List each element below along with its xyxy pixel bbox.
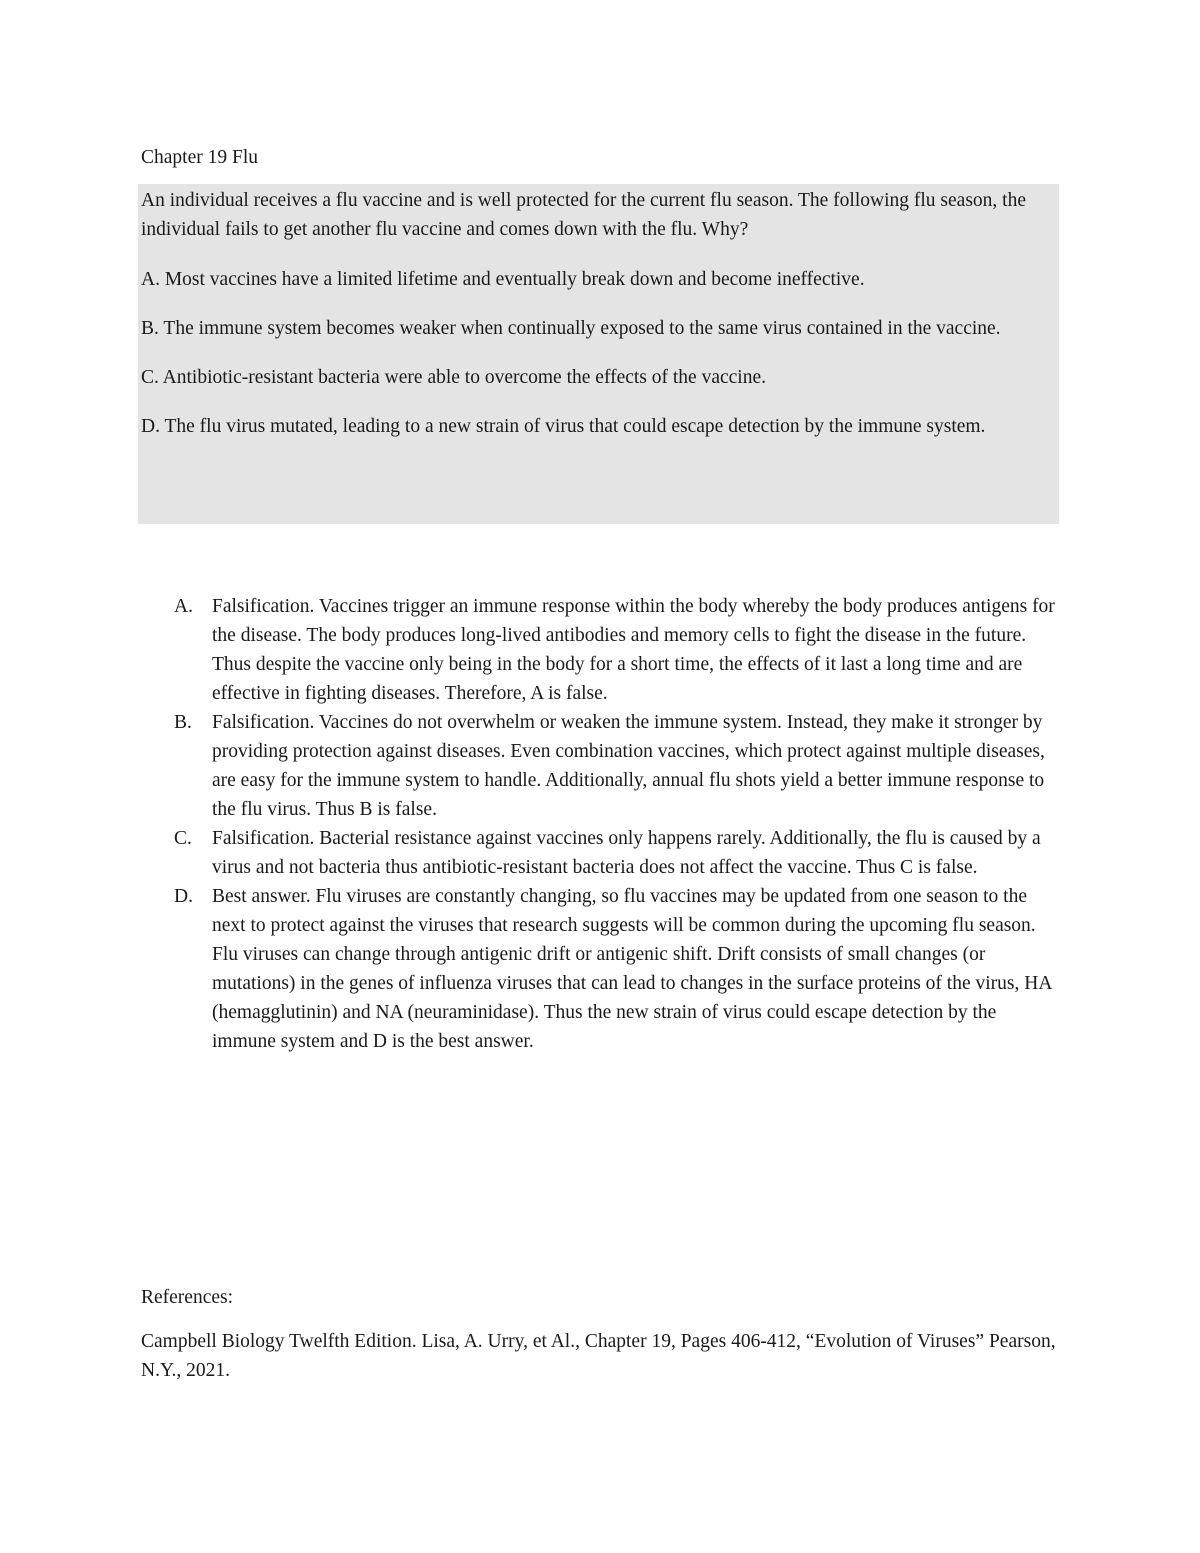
- answer-letter: B.: [174, 712, 192, 733]
- answer-item-d: [174, 882, 1064, 1056]
- question-stem: An individual receives a flu vaccine and is well protected for the current flu season. The following flu season, the individual fails to get another flu vaccine and comes down with the flu. Why?: [141, 190, 1026, 240]
- answer-letter: C.: [174, 828, 192, 849]
- reference-entry: Campbell Biology Twelfth Edition. Lisa, A. Urry, et Al., Chapter 19, Pages 406-412, “Evolution of Viruses” Pearson, N.Y., 2021.: [141, 1331, 1056, 1381]
- answer-letter: A.: [174, 596, 193, 617]
- question-option-d: D. The flu virus mutated, leading to a new strain of virus that could escape detection by the immune system.: [141, 416, 986, 437]
- answer-text: Falsification. Vaccines do not overwhelm or weaken the immune system. Instead, they make it stronger by providing protection against diseases. Even combination vaccines, which protect against multiple diseases, are easy for the immune system to handle. Additionally, annual flu shots yield a better immune response to the flu virus. Thus B is false.: [212, 712, 1045, 820]
- question-box: [138, 184, 1059, 524]
- document-title: Chapter 19 Flu: [141, 147, 258, 168]
- answer-letter: D.: [174, 886, 193, 907]
- question-option-c: C. Antibiotic-resistant bacteria were able to overcome the effects of the vaccine.: [141, 367, 766, 388]
- answer-item-b: [174, 708, 1064, 824]
- answer-text: Falsification. Vaccines trigger an immune response within the body whereby the body produces antigens for the disease. The body produces long-lived antibodies and memory cells to fight the disease in the future. Thus despite the vaccine only being in the body for a short time, the effects of it last a long time and are effective in fighting diseases. Therefore, A is false.: [212, 596, 1055, 704]
- answer-text: Best answer. Flu viruses are constantly changing, so flu vaccines may be updated from one season to the next to protect against the viruses that research suggests will be common during the upcoming flu season. Flu viruses can change through antigenic drift or antigenic shift. Drift consists of small changes (or mutations) in the genes of influenza viruses that can lead to changes in the surface proteins of the virus, HA (hemagglutinin) and NA (neuraminidase). Thus the new strain of virus could escape detection by the immune system and D is the best answer.: [212, 886, 1052, 1052]
- answer-item-c: [174, 824, 1064, 882]
- answer-item-a: [174, 592, 1064, 708]
- answer-text: Falsification. Bacterial resistance against vaccines only happens rarely. Additionally, the flu is caused by a virus and not bacteria thus antibiotic-resistant bacteria does not affect the vaccine. Thus C is false.: [212, 828, 1041, 878]
- answer-explanations-list: [174, 592, 1064, 1056]
- references-heading: References:: [141, 1287, 234, 1308]
- question-option-a: A. Most vaccines have a limited lifetime and eventually break down and become ineffective.: [141, 269, 865, 290]
- question-option-b: B. The immune system becomes weaker when continually exposed to the same virus contained in the vaccine.: [141, 318, 1001, 339]
